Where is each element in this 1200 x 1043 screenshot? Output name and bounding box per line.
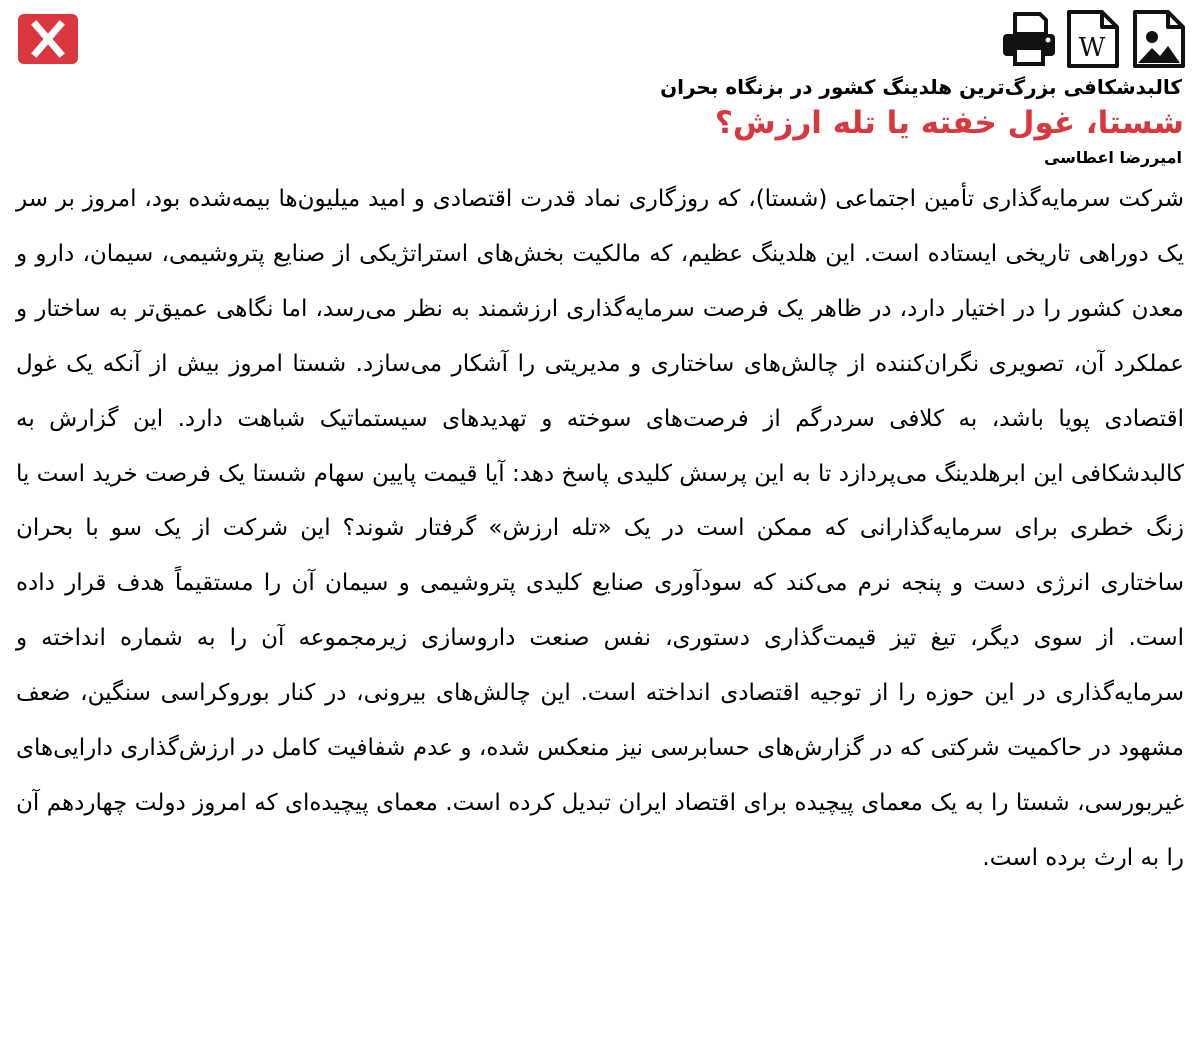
article <box>16 72 1186 886</box>
word-document-icon <box>1066 10 1120 68</box>
print-button[interactable] <box>1000 10 1054 68</box>
article-subtitle: کالبدشکافی بزرگ‌ترین هلدینگ کشور در بزنگاه بحران <box>660 75 1182 99</box>
close-icon <box>18 14 78 64</box>
word-letter: W <box>1078 33 1106 63</box>
article-headline: شستا، غول خفته یا تله ارزش؟ <box>714 105 1184 141</box>
image-icon <box>1132 10 1186 68</box>
article-author: امیررضا اعطاسی <box>1043 148 1182 167</box>
toolbar <box>1000 10 1186 68</box>
save-image-button[interactable] <box>1132 10 1186 68</box>
printer-icon <box>1000 10 1058 68</box>
article-body: شرکت سرمایه‌گذاری تأمین اجتماعی (شستا)، که روزگاری نماد قدرت اقتصادی و امید میلیون‌ها بیمه‌شده بود، امروز بر سر یک دوراهی تاریخی ایستاده است. این هلدینگ عظیم، که مالکیت بخش‌های استراتژیکی از صنایع پتروشیمی، سیمان، دارو و معدن کشور را در اختیار دارد، در ظاهر یک فرصت سرمایه‌گذاری ارزشمند به نظر می‌رسد، اما نگاهی عمیق‌تر به ساختار و عملکرد آن، تصویری نگران‌کننده از چالش‌های ساختاری و مدیریتی را آشکار می‌سازد. شستا امروز بیش از آنکه یک غول اقتصادی پویا باشد، به کلافی سردرگم از فرصت‌های سوخته و تهدیدهای سیستماتیک شباهت دارد. این گزارش به کالبدشکافی این ابرهلدینگ می‌پردازد تا به این پرسش کلیدی پاسخ دهد: آیا قیمت پایین سهام شستا یک فرصت خرید است یا زنگ خطری برای سرمایه‌گذارانی که ممکن است در یک «تله ارزش» گرفتار شوند؟ این شرکت از یک سو با بحران ساختاری انرژی دست و پنجه نرم می‌کند که سودآوری صنایع کلیدی پتروشیمی و سیمان آن را مستقیماً هدف قرار داده است. از سوی دیگر، تیغ تیز قیمت‌گذاری دستوری، نفس صنعت داروسازی زیرمجموعه آن را به شماره انداخته و سرمایه‌گذاری در این حوزه را از توجیه اقتصادی انداخته است. این چالش‌های بیرونی، در کنار بوروکراسی سنگین، ضعف مشهود در حاکمیت شرکتی که در گزارش‌های حسابرسی نیز منعکس شده، و عدم شفافیت کامل در ارزش‌گذاری دارایی‌های غیربورسی، شستا را به یک معمای پیچیده برای اقتصاد ایران تبدیل کرده است. معمای پیچیده‌ای که امروز دولت چهاردهم آن را به ارث برده است. <box>16 186 1184 871</box>
close-button[interactable] <box>18 14 78 64</box>
save-word-button[interactable] <box>1066 10 1120 68</box>
